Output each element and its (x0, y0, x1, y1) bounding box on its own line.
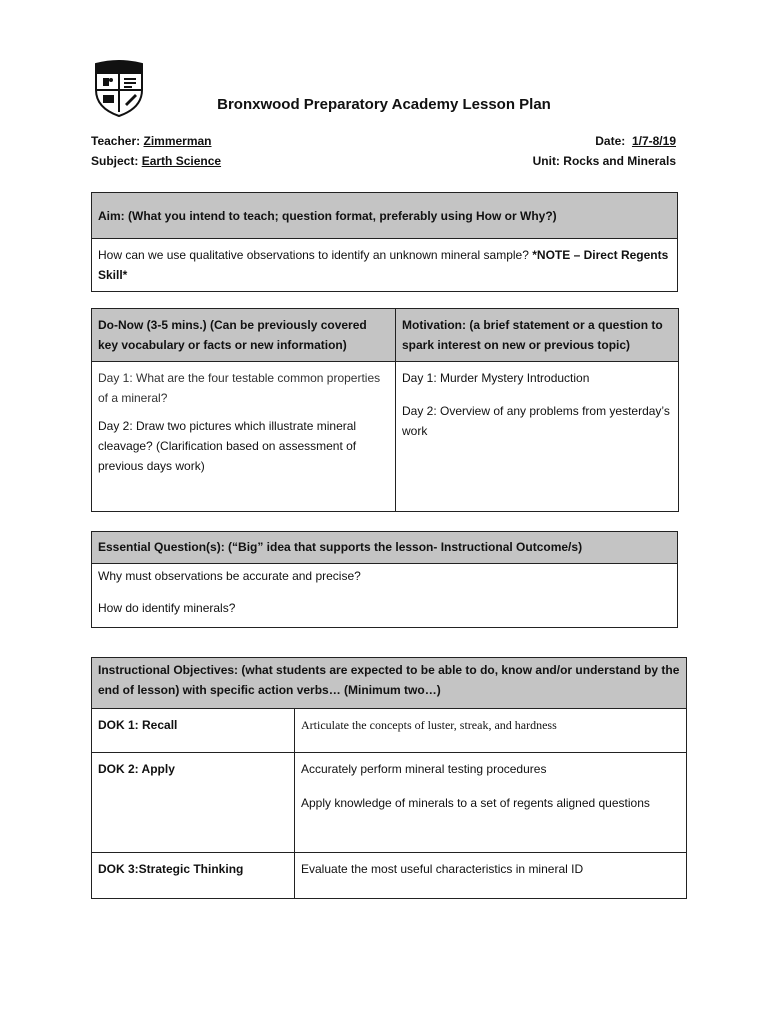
aim-body (92, 239, 678, 292)
motivation-heading: Motivation: (a brief statement or a question to spark interest on new or previous topic) (396, 309, 679, 362)
essential-q1: Why must observations be accurate and precise? (98, 569, 361, 583)
essential-heading: Essential Question(s): (“Big” idea that supports the lesson- Instructional Outcome/s) (92, 532, 678, 564)
date-label: Date: (595, 134, 626, 148)
objectives-heading: Instructional Objectives: (what students are expected to be able to do, know and/or understand by the end of lesson) with specific action verbs… (Minimum two…) (92, 658, 687, 709)
dok-3-objective: Evaluate the most useful characteristics in mineral ID (295, 853, 687, 899)
motivation-body (396, 362, 679, 512)
essential-q2: How do identify minerals? (98, 601, 236, 615)
dok-3-level: DOK 3:Strategic Thinking (92, 853, 295, 899)
aim-question: How can we use qualitative observations to identify an unknown mineral sample? (98, 248, 529, 262)
aim-table (91, 192, 678, 292)
aim-note: *NOTE – Direct Regents Skill* (98, 248, 669, 282)
dok-2-objective-2: Apply knowledge of minerals to a set of regents aligned questions (301, 796, 650, 810)
page-title: Bronxwood Preparatory Academy Lesson Plan (217, 96, 551, 113)
dok-1-level: DOK 1: Recall (92, 709, 295, 753)
date-field (595, 131, 676, 151)
subject-label: Subject: (91, 154, 139, 168)
do-now-motivation-table (91, 308, 679, 512)
do-now-heading: Do-Now (3-5 mins.) (Can be previously covered key vocabulary or facts or new information) (92, 309, 396, 362)
unit-field (533, 151, 676, 171)
subject-field (91, 151, 221, 171)
dok-2-level: DOK 2: Apply (92, 753, 295, 853)
motivation-day2: Day 2: Overview of any problems from yesterday’s work (402, 404, 670, 438)
objectives-table (91, 657, 687, 899)
unit-label: Unit: (532, 154, 560, 168)
unit-value: Rocks and Minerals (563, 154, 676, 168)
dok-1-objective: Articulate the concepts of luster, streak, and hardness (295, 709, 687, 753)
teacher-field (91, 131, 212, 151)
date-value: 1/7-8/19 (631, 134, 676, 148)
teacher-value: Zimmerman (143, 134, 212, 148)
essential-body (92, 564, 678, 628)
do-now-day1: Day 1: What are the four testable common properties of a mineral? (98, 371, 381, 405)
dok-2-objectives (295, 753, 687, 853)
dok-2-objective-1: Accurately perform mineral testing procedures (301, 762, 547, 776)
subject-value: Earth Science (141, 154, 222, 168)
aim-heading: Aim: (What you intend to teach; question format, preferably using How or Why?) (92, 193, 678, 239)
do-now-body (92, 362, 396, 512)
motivation-day1: Day 1: Murder Mystery Introduction (402, 371, 590, 385)
essential-question-table (91, 531, 678, 628)
teacher-label: Teacher: (91, 134, 141, 148)
do-now-day2: Day 2: Draw two pictures which illustrate mineral cleavage? (Clarification based on assessment of previous days work) (98, 419, 357, 473)
